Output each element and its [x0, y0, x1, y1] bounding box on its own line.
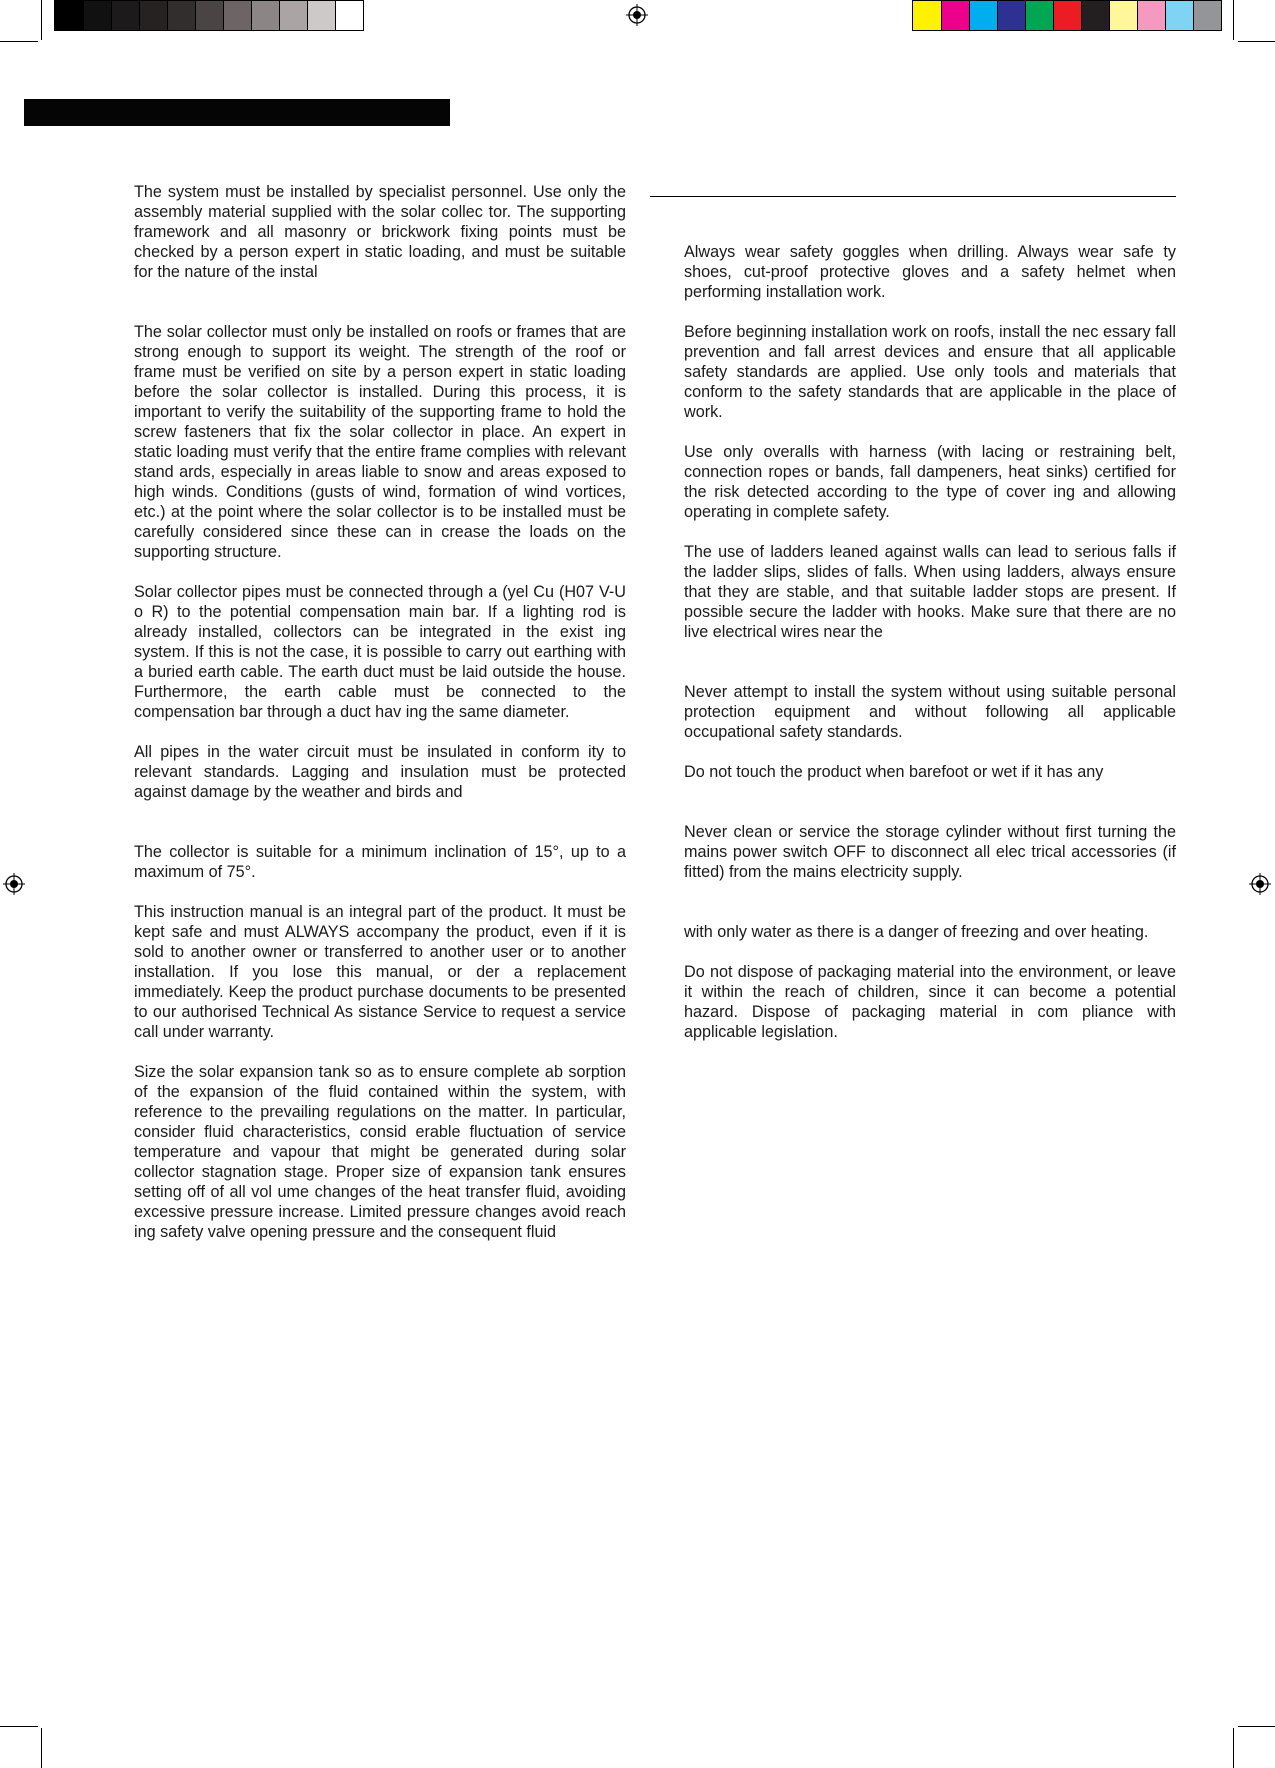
color-swatch: [335, 1, 363, 30]
crop-mark-bl-h: [0, 1726, 38, 1727]
color-swatch: [1193, 1, 1221, 30]
paragraph-freezing: with only water as there is a danger of freezing and over heating.: [684, 923, 1149, 941]
process-color-bar: [912, 0, 1222, 31]
paragraph-fall-prevention: Before beginning installation work on roofs, install the nec essary fall prevention and fall arrest devices and ensure that all applicable safety standards are applied. Use only tools and materials that conform to the safety standards that are applicable in the place of work.: [684, 323, 1176, 421]
paragraph-installation: The system must be installed by specialist personnel. Use only the assembly material supplied with the solar collec tor. The supporting framework and all masonry or brickwork fixing points must be checked by a person expert in static loading, and must be suitable for the nature of the instal: [134, 183, 626, 281]
color-swatch: [279, 1, 307, 30]
paragraph-packaging: Do not dispose of packaging material into the environment, or leave it within the reach of children, since it can become a potential hazard. Dispose of packaging material in com pliance with applicable legislation.: [684, 963, 1176, 1041]
crop-mark-tl-v: [41, 0, 42, 40]
color-swatch: [969, 1, 997, 30]
paragraph-harness: Use only overalls with harness (with lacing or restraining belt, connection ropes or bands, fall dampeners, heat sinks) certified for the risk detected according to the type of cover ing and allowing operating in complete safety.: [684, 443, 1176, 521]
color-swatch: [1109, 1, 1137, 30]
crop-mark-tr-v: [1233, 0, 1234, 40]
color-swatch: [223, 1, 251, 30]
crop-mark-bl-v: [41, 1728, 42, 1768]
color-swatch: [83, 1, 111, 30]
paragraph-safety-goggles: Always wear safety goggles when drilling. Always wear safe ty shoes, cut-proof protective gloves and a safety helmet when performing installation work.: [684, 243, 1176, 301]
right-text-column: [684, 242, 1176, 1062]
color-swatch: [307, 1, 335, 30]
color-swatch: [1025, 1, 1053, 30]
column-rule: [650, 196, 1176, 197]
crop-mark-tl-h: [0, 41, 38, 42]
color-swatch: [55, 1, 83, 30]
registration-mark-icon: [626, 4, 648, 26]
crop-mark-tr-h: [1238, 41, 1275, 42]
color-swatch: [913, 1, 941, 30]
paragraph-manual: This instruction manual is an integral part of the product. It must be kept safe and must ALWAYS accompany the product, even if it is sold to another owner or transferred to another user or to another installation. If you lose this manual, or der a replacement immediately. Keep the product purchase documents to be presented to our authorised Technical As sistance Service to request a service call under warranty.: [134, 903, 626, 1041]
color-swatch: [139, 1, 167, 30]
paragraph-pipe-insulation: All pipes in the water circuit must be insulated in conform ity to relevant standards. Lagging and insulation must be protected against damage by the weather and birds and: [134, 743, 626, 801]
registration-mark-icon: [1249, 873, 1271, 895]
color-swatch: [195, 1, 223, 30]
color-swatch: [167, 1, 195, 30]
paragraph-roof-strength: The solar collector must only be installed on roofs or frames that are strong enough to support its weight. The strength of the roof or frame must be verified on site by a person expert in static loading before the solar collector is installed. During this process, it is important to verify the suitability of the supporting frame to hold the screw fasteners that fix the solar collector in place. An expert in static loading must verify that the entire frame complies with relevant stand ards, especially in areas liable to snow and areas exposed to high winds. Conditions (gusts of wind, formation of wind vortices, etc.) at the point where the solar collector is to be installed must be carefully considered since these can in crease the loads on the supporting structure.: [134, 323, 626, 561]
color-swatch: [1081, 1, 1109, 30]
paragraph-expansion-tank: Size the solar expansion tank so as to ensure complete ab sorption of the expansion of the fluid contained within the system, with reference to the prevailing regulations on the matter. In particular, consider fluid characteristics, consid erable fluctuation of service temperature and vapour that might be generated during solar collector stagnation stage. Proper size of expansion tank ensures setting off of all vol ume changes of the heat transfer fluid, avoiding excessive pressure increase. Limited pressure changes avoid reach ing safety valve opening pressure and the consequent fluid: [134, 1063, 626, 1241]
paragraph-earthing: Solar collector pipes must be connected through a (yel Cu (H07 V-U o R) to the potential compensation main bar. If a lighting rod is already installed, collectors can be integrated in the exist ing system. If this is not the case, it is possible to carry out earthing with a buried earth cable. The earth duct must be laid outside the house. Furthermore, the earth cable must be connected to the compensation bar through a duct hav ing the same diameter.: [134, 583, 626, 721]
paragraph-storage-cylinder: Never clean or service the storage cylinder without first turning the mains power switch OFF to disconnect all elec trical accessories (if fitted) from the mains electricity supply.: [684, 823, 1176, 881]
color-swatch: [111, 1, 139, 30]
grayscale-color-bar: [54, 0, 364, 31]
color-swatch: [1137, 1, 1165, 30]
color-swatch: [997, 1, 1025, 30]
color-swatch: [1165, 1, 1193, 30]
paragraph-protection-equipment: Never attempt to install the system without using suitable personal protection equipment and without following all applicable occupational safety standards.: [684, 683, 1176, 741]
section-heading-bar: [24, 99, 450, 126]
paragraph-ladders: The use of ladders leaned against walls can lead to serious falls if the ladder slips, slides of falls. When using ladders, always ensure that they are stable, and that suitable ladder stops are present. If possible secure the ladder with hooks. Make sure that there are no live electrical wires near the: [684, 543, 1176, 641]
crop-mark-br-h: [1238, 1726, 1275, 1727]
left-text-column: [134, 182, 626, 1262]
paragraph-barefoot: Do not touch the product when barefoot or wet if it has any: [684, 763, 1104, 781]
color-swatch: [941, 1, 969, 30]
color-swatch: [251, 1, 279, 30]
paragraph-inclination: The collector is suitable for a minimum inclination of 15°, up to a maximum of 75°.: [134, 843, 626, 881]
registration-mark-icon: [3, 873, 25, 895]
color-swatch: [1053, 1, 1081, 30]
crop-mark-br-v: [1233, 1728, 1234, 1768]
